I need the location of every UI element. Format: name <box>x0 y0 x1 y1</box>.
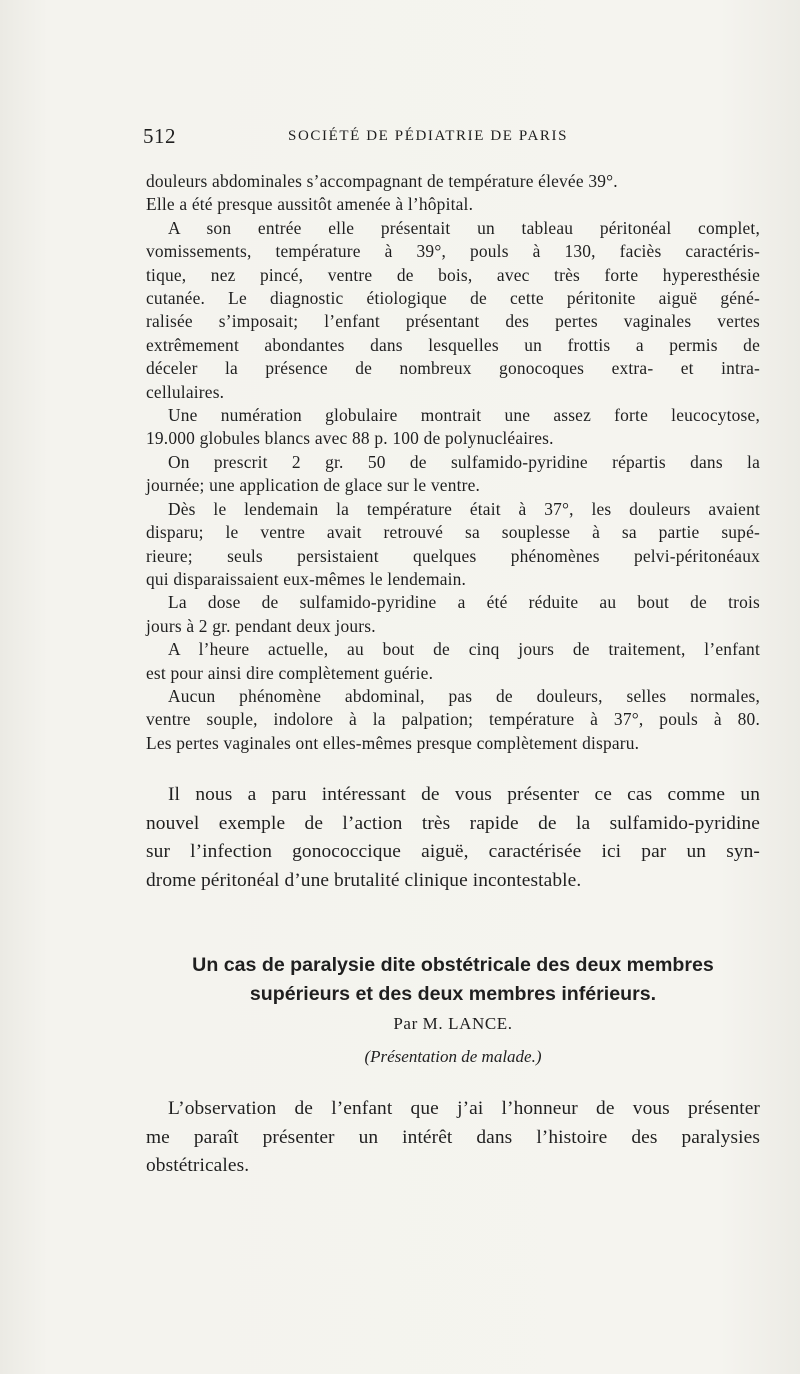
text-line: Il nous a paru intéressant de vous présenter ce cas comme un <box>168 784 760 805</box>
text-line: Dès le lendemain la température était à 37°, les douleurs avaient <box>168 498 760 519</box>
text-line: La dose de sulfamido-pyridine a été réduite au bout de trois <box>168 592 760 613</box>
text-line: Aucun phénomène abdominal, pas de douleurs, selles normales, <box>168 685 760 706</box>
text-line: extrêmement abondantes dans lesquelles un frottis a permis de <box>146 334 760 355</box>
text-line: On prescrit 2 gr. 50 de sulfamido-pyridine répartis dans la <box>168 451 760 472</box>
article-title-line: Un cas de paralysie dite obstétricale des deux membres <box>192 954 714 976</box>
text-line: ralisée s’imposait; l’enfant présentant des pertes vaginales vertes <box>146 311 760 332</box>
text-line: obstétricales. <box>146 1155 250 1177</box>
text-line: Les pertes vaginales ont elles-mêmes presque complètement disparu. <box>146 732 640 753</box>
text-line: drome péritonéal d’une brutalité clinique incontestable. <box>146 869 582 891</box>
article-title <box>146 951 760 1009</box>
case-report-text <box>146 170 760 755</box>
article-note: (Présentation de malade.) <box>364 1047 542 1066</box>
text-line: douleurs abdominales s’accompagnant de température élevée 39°. <box>146 171 618 191</box>
running-head: SOCIÉTÉ DE PÉDIATRIE DE PARIS <box>288 128 569 144</box>
text-line: sur l’infection gonococcique aiguë, caractérisée ici par un syn- <box>146 841 760 863</box>
text-line: déceler la présence de nombreux gonocoques extra- et intra- <box>146 358 760 379</box>
text-line: disparu; le ventre avait retrouvé sa souplesse à sa partie supé- <box>146 522 760 543</box>
text-line: nouvel exemple de l’action très rapide de la sulfamido-pyridine <box>146 812 760 834</box>
article-author: Par M. LANCE. <box>393 1014 513 1033</box>
text-line: 19.000 globules blancs avec 88 p. 100 de polynucléaires. <box>146 428 554 449</box>
text-line: A son entrée elle présentait un tableau péritonéal complet, <box>168 217 760 238</box>
text-line: jours à 2 gr. pendant deux jours. <box>146 615 376 636</box>
conclusion-paragraph <box>146 781 760 895</box>
text-line: tique, nez pincé, ventre de bois, avec très forte hyperesthésie <box>146 264 760 285</box>
text-line: ventre souple, indolore à la palpation; température à 37°, pouls à 80. <box>146 709 760 730</box>
text-line: Une numération globulaire montrait une assez forte leucocytose, <box>168 405 760 426</box>
observation-paragraph <box>146 1095 760 1181</box>
text-line: me paraît présenter un intérêt dans l’histoire des paralysies <box>146 1126 760 1148</box>
text-line: cutanée. Le diagnostic étiologique de cette péritonite aiguë géné- <box>146 288 760 309</box>
text-line: vomissements, température à 39°, pouls à 130, faciès caractéris- <box>146 241 760 262</box>
text-line: est pour ainsi dire complètement guérie. <box>146 662 434 683</box>
page-header <box>143 124 755 148</box>
text-line: L’observation de l’enfant que j’ai l’honneur de vous présenter <box>168 1098 760 1119</box>
text-line: rieure; seuls persistaient quelques phénomènes pelvi-péritonéaux <box>146 545 760 566</box>
page-number: 512 <box>143 124 176 148</box>
text-line: A l’heure actuelle, au bout de cinq jours de traitement, l’enfant <box>168 639 760 660</box>
text-line: qui disparaissaient eux-mêmes le lendemain. <box>146 568 467 589</box>
text-line: journée; une application de glace sur le ventre. <box>146 475 481 496</box>
text-line: Elle a été presque aussitôt amenée à l’hôpital. <box>146 194 474 215</box>
article-title-line: supérieurs et des deux membres inférieurs. <box>249 983 657 1005</box>
text-line: cellulaires. <box>146 381 225 402</box>
